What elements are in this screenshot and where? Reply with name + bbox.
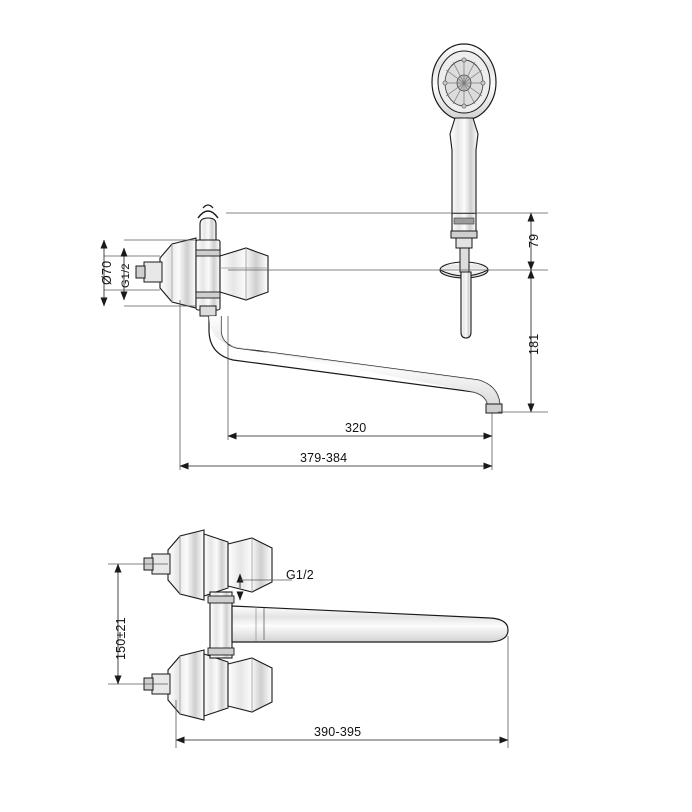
dimension-label-379-384: 379-384	[300, 451, 348, 465]
dimension-label-79: 79	[527, 233, 541, 248]
wall-escutcheon-top	[136, 238, 196, 308]
dimension-label-390-395: 390-395	[314, 725, 362, 739]
dimension-label-g12-top: G1/2	[120, 263, 132, 288]
handshower-wall-bracket	[440, 248, 488, 338]
handshower-handle	[450, 118, 478, 248]
handshower-head	[432, 44, 496, 120]
dimension-label-320: 320	[345, 421, 367, 435]
bottom-view-dimensions	[108, 564, 508, 748]
mixer-body-top	[196, 205, 268, 316]
mixer-body-front	[208, 592, 234, 658]
lower-inlet-assembly	[144, 650, 272, 720]
swivel-spout	[209, 316, 502, 413]
dimension-label-181: 181	[527, 333, 541, 355]
top-view-product	[136, 44, 502, 413]
spout-front	[232, 606, 508, 642]
dimension-label-g12-bottom: G1/2	[286, 568, 314, 582]
dimension-label-diameter-70: Ø70	[100, 260, 114, 285]
upper-inlet-assembly	[144, 530, 272, 600]
bottom-view-product	[144, 530, 508, 720]
dimension-label-150: 150±21	[114, 617, 128, 660]
